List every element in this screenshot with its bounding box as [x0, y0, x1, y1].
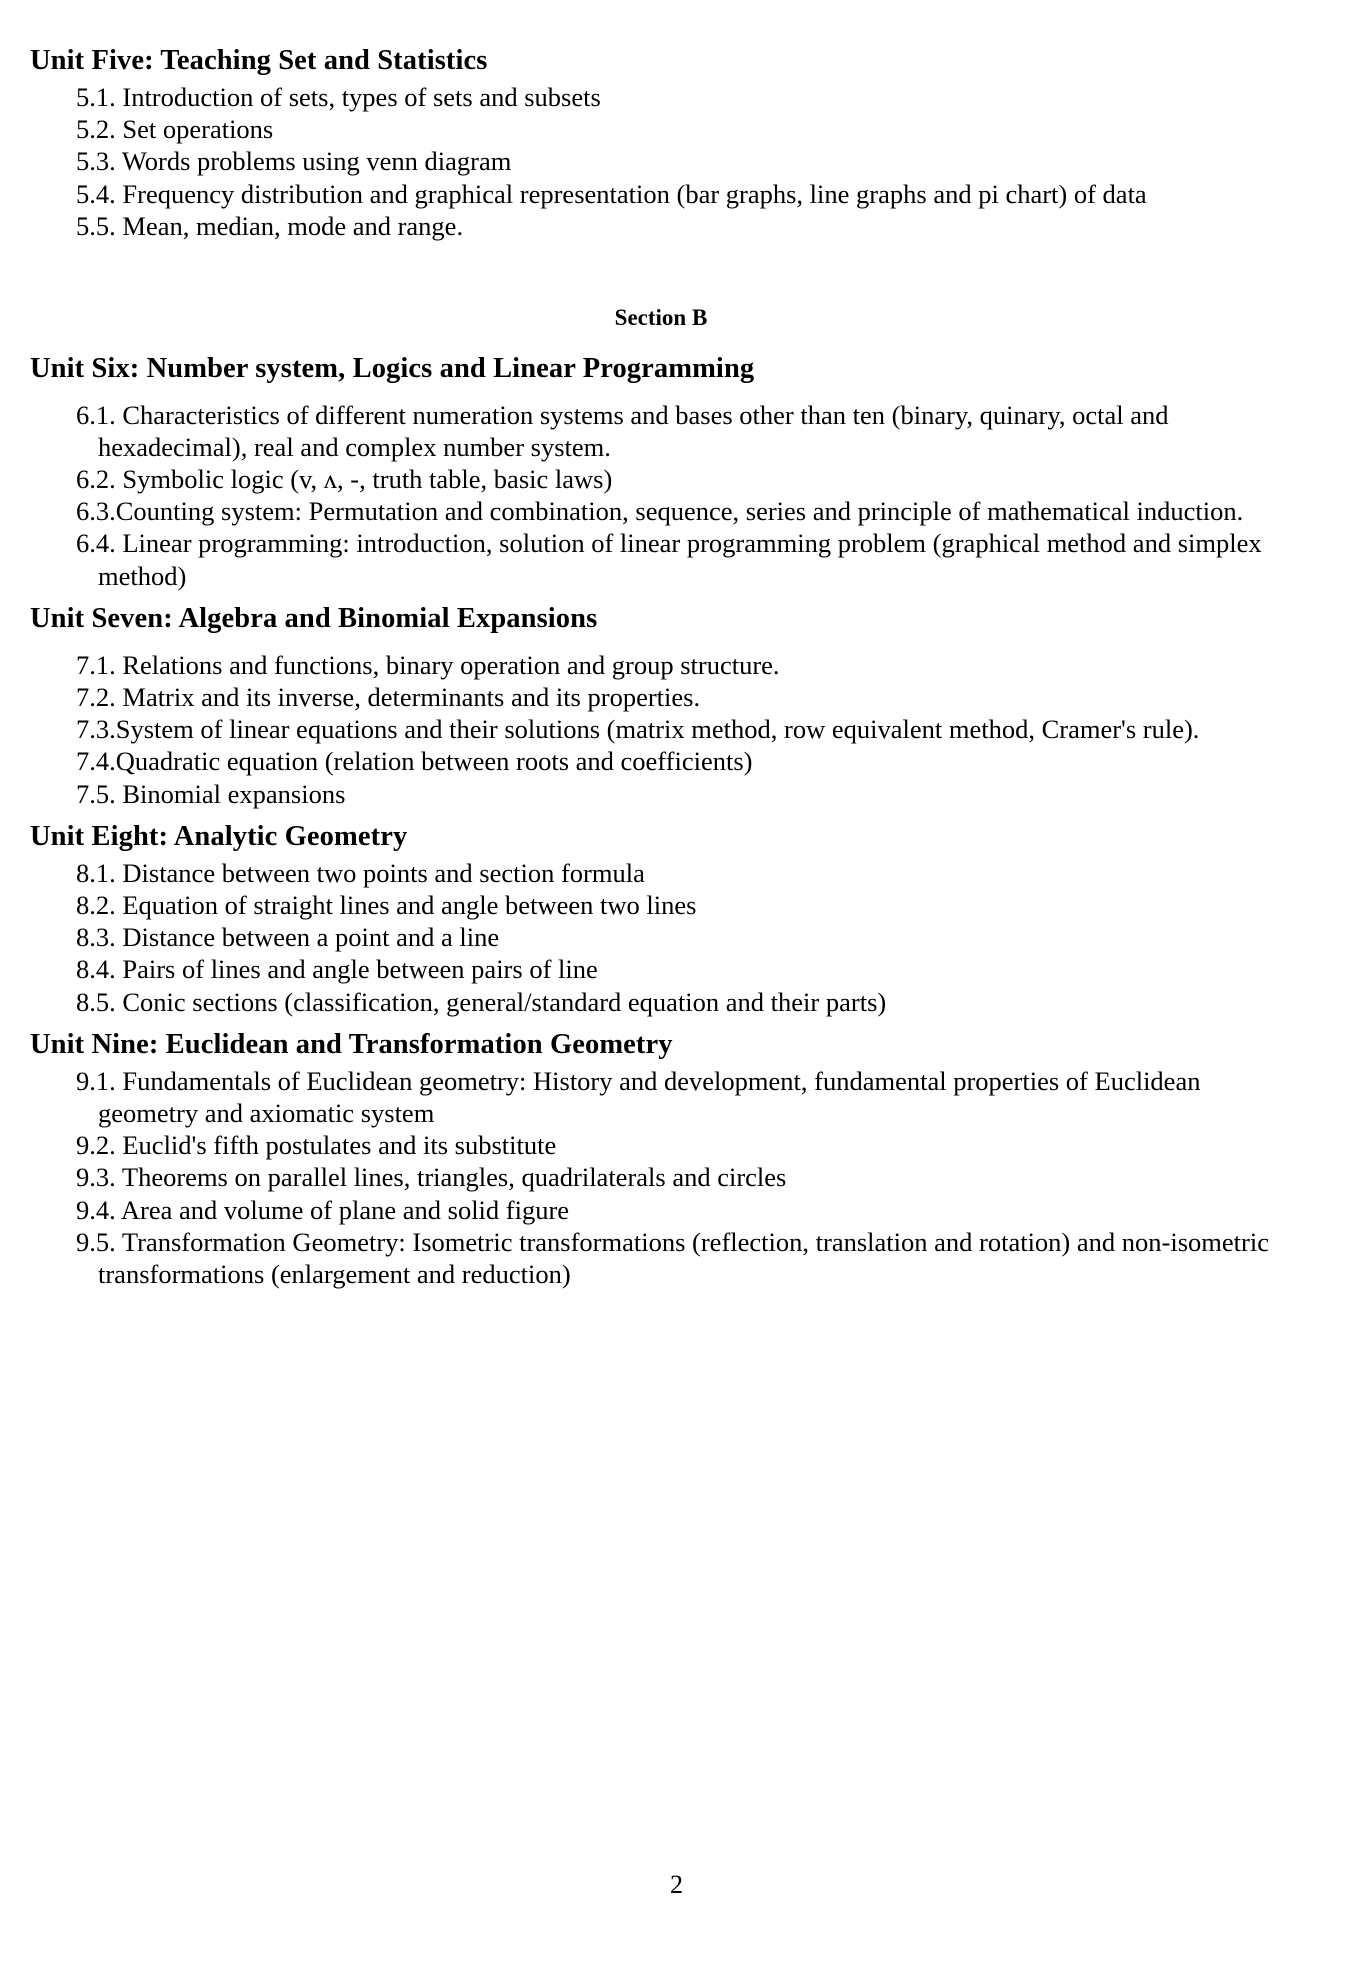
- unit-heading-seven: Unit Seven: Algebra and Binomial Expansions: [30, 602, 598, 634]
- item-number: 8.1.: [76, 857, 123, 888]
- item-number: 7.4.: [76, 746, 116, 777]
- list-item: [30, 1129, 1292, 1161]
- item-number: 5.1.: [76, 82, 123, 113]
- list-item: [30, 495, 1292, 527]
- list-item: [30, 681, 1292, 713]
- list-item: [30, 81, 1292, 113]
- item-number: 7.1.: [76, 649, 123, 680]
- unit-nine-item-list: [30, 1065, 1292, 1290]
- item-text: Distance between two points and section formula: [122, 857, 645, 888]
- spacer: [30, 810, 1292, 820]
- unit-heading-six: Unit Six: Number system, Logics and Linear Programming: [30, 352, 755, 384]
- list-item: [30, 1065, 1292, 1129]
- spacer: [30, 332, 1292, 352]
- list-item: [30, 921, 1292, 953]
- item-text: Symbolic logic (v, ʌ, -, truth table, basic laws): [122, 464, 613, 494]
- item-number: 5.5.: [76, 210, 123, 241]
- item-text: Counting system: Permutation and combination, sequence, series and principle of mathematical induction.: [115, 496, 1244, 527]
- item-text: Conic sections (classification, general/standard equation and their parts): [122, 986, 887, 1017]
- list-item: [30, 745, 1292, 777]
- item-text: Equation of straight lines and angle between two lines: [122, 889, 697, 920]
- section-divider-heading: Section B: [614, 304, 708, 330]
- item-text: Set operations: [122, 114, 274, 145]
- list-item: [30, 1194, 1292, 1226]
- item-number: 9.5.: [76, 1226, 122, 1257]
- item-number: 5.3.: [76, 146, 122, 177]
- item-text: Theorems on parallel lines, triangles, quadrilaterals and circles: [121, 1162, 787, 1193]
- item-text: Frequency distribution and graphical representation (bar graphs, line graphs and pi chart) of data: [122, 178, 1147, 209]
- unit-eight-item-list: [30, 857, 1292, 1018]
- list-item: [30, 463, 1292, 495]
- unit-five-item-list: [30, 81, 1292, 242]
- item-text: Fundamentals of Euclidean geometry: History and development, fundamental properties of Euclidean geometry and axiomatic system: [98, 1065, 1201, 1128]
- item-text: Introduction of sets, types of sets and subsets: [122, 82, 601, 113]
- item-number: 9.3.: [76, 1162, 122, 1193]
- unit-heading-five: Unit Five: Teaching Set and Statistics: [30, 45, 488, 76]
- item-text: Quadratic equation (relation between roots and coefficients): [115, 746, 753, 777]
- list-item: [30, 527, 1292, 591]
- spacer: [30, 1018, 1292, 1028]
- list-item: [30, 857, 1292, 889]
- item-text: Euclid's fifth postulates and its substitute: [122, 1130, 557, 1161]
- item-text: Characteristics of different numeration systems and bases other than ten (binary, quinary, octal and hexadecimal), real and complex number system.: [98, 399, 1169, 462]
- list-item: [30, 953, 1292, 985]
- item-number: 9.4.: [76, 1194, 121, 1225]
- list-item: [30, 145, 1292, 177]
- item-text: Words problems using venn diagram: [121, 146, 512, 177]
- item-text: Area and volume of plane and solid figure: [120, 1194, 570, 1225]
- spacer: [30, 389, 1292, 399]
- item-number: 7.5.: [76, 778, 123, 809]
- unit-six-item-list: [30, 399, 1292, 592]
- item-text: Binomial expansions: [122, 778, 346, 809]
- item-text: Pairs of lines and angle between pairs of line: [122, 954, 598, 985]
- page-content: [30, 44, 1292, 1290]
- item-number: 6.4.: [76, 528, 123, 559]
- unit-heading-eight: Unit Eight: Analytic Geometry: [30, 820, 408, 852]
- item-text: Distance between a point and a line: [122, 922, 500, 953]
- list-item: [30, 178, 1292, 210]
- item-text: Matrix and its inverse, determinants and its properties.: [122, 681, 701, 712]
- list-item: [30, 1226, 1292, 1290]
- list-item: [30, 113, 1292, 145]
- item-number: 8.3.: [76, 922, 123, 953]
- item-text: Linear programming: introduction, solution of linear programming problem (graphical method and simplex method): [98, 528, 1262, 591]
- item-number: 8.2.: [76, 889, 123, 920]
- item-number: 6.3.: [76, 496, 116, 527]
- list-item: [30, 713, 1292, 745]
- list-item: [30, 399, 1292, 463]
- item-text: Mean, median, mode and range.: [122, 210, 464, 241]
- spacer: [30, 242, 1292, 304]
- unit-seven-item-list: [30, 649, 1292, 810]
- item-number: 8.5.: [76, 986, 123, 1017]
- list-item: [30, 986, 1292, 1018]
- item-number: 9.2.: [76, 1130, 123, 1161]
- item-number: 6.2.: [76, 464, 123, 494]
- list-item: [30, 649, 1292, 681]
- item-text: Transformation Geometry: Isometric transformations (reflection, translation and rotation) and non-isometric transformations (enlargement and reduction): [98, 1226, 1269, 1289]
- page-number: 2: [670, 1870, 683, 1899]
- spacer: [30, 592, 1292, 602]
- item-number: 5.4.: [76, 178, 123, 209]
- item-number: 8.4.: [76, 954, 123, 985]
- item-number: 6.1.: [76, 399, 123, 430]
- list-item: [30, 889, 1292, 921]
- list-item: [30, 778, 1292, 810]
- item-number: 7.3.: [76, 714, 116, 745]
- spacer: [30, 639, 1292, 649]
- item-number: 5.2.: [76, 114, 123, 145]
- item-number: 7.2.: [76, 681, 123, 712]
- item-number: 9.1.: [76, 1065, 123, 1096]
- item-text: System of linear equations and their solutions (matrix method, row equivalent method, Cramer's rule).: [115, 714, 1200, 745]
- unit-heading-nine: Unit Nine: Euclidean and Transformation Geometry: [30, 1028, 673, 1060]
- item-text: Relations and functions, binary operation and group structure.: [122, 649, 780, 680]
- list-item: [30, 210, 1292, 242]
- list-item: [30, 1161, 1292, 1193]
